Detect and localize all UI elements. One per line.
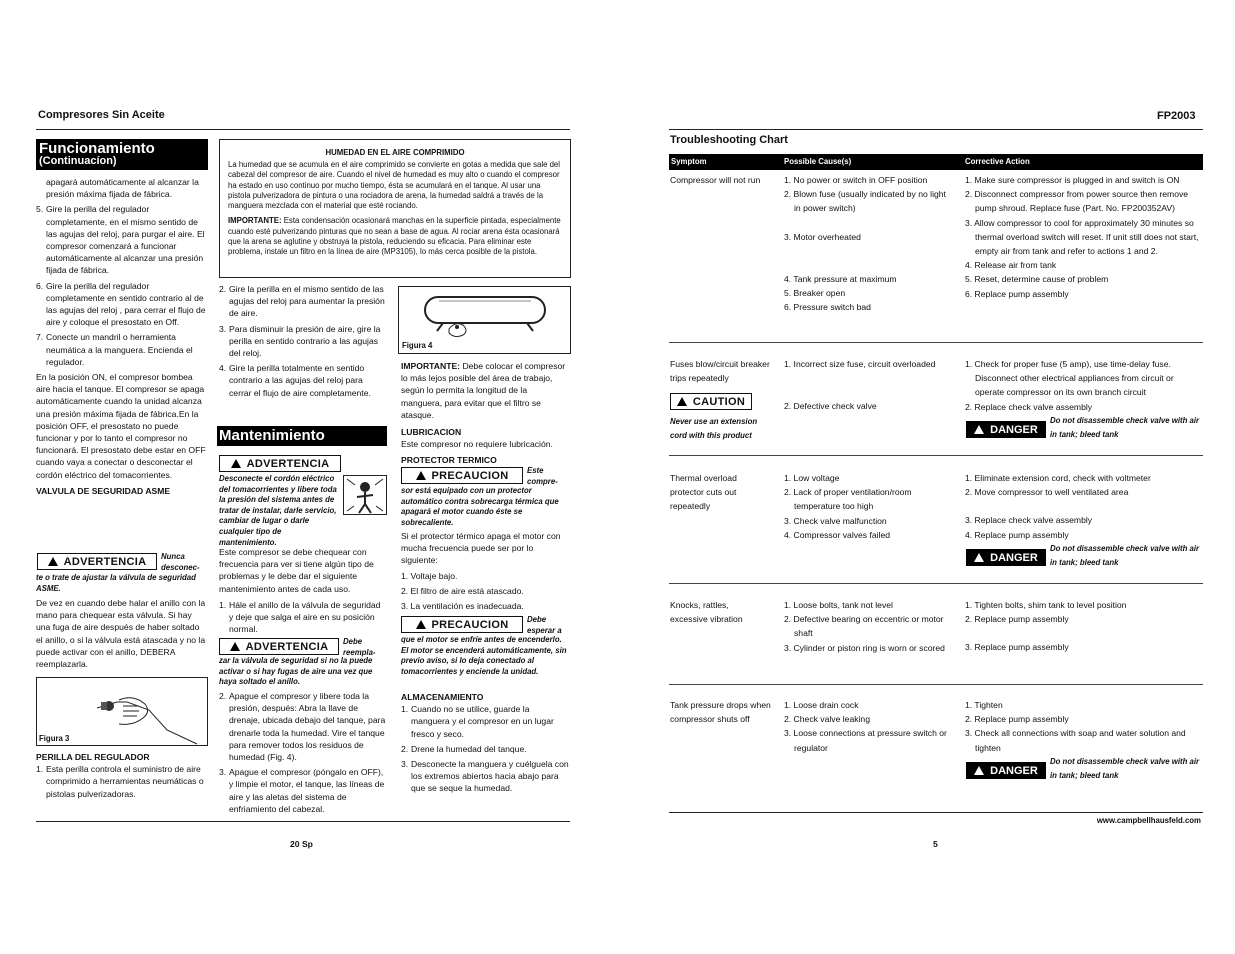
list-item xyxy=(219,283,387,320)
thermal-causes-list xyxy=(401,570,569,613)
cause-item: 3. Motor overheated xyxy=(784,231,861,242)
warning-triangle-icon xyxy=(48,557,58,566)
step-text: Esta perilla controla el suministro de aire comprimido a herramientas neumáticas o pistolas pulverizadoras. xyxy=(46,764,204,799)
caution-label: CAUTION xyxy=(692,395,746,408)
important-paragraph xyxy=(401,360,569,421)
regulator-heading: PERILLA DEL REGULADOR xyxy=(36,752,150,762)
action-item: 2. Disconnect compressor from power source then remove pump shroud. Replace fuse (Part. No. FP200352AV) xyxy=(965,189,1189,214)
step-number: 7. xyxy=(36,332,44,343)
step-text: Apague el compresor y libere toda la presión, después: Abra la llave de drenaje, ubicada debajo del tanque, para drenarle toda la humedad. Vire el tanque para remover todos los residuos de humedad (Fig. 4). xyxy=(229,691,386,763)
actions-cell xyxy=(965,598,1201,655)
left-footer-rule xyxy=(36,821,570,822)
actions-cell xyxy=(965,698,1201,755)
column-header: Corrective Action xyxy=(965,157,1030,166)
cause-item: 1. Incorrect size fuse, circuit overloaded xyxy=(784,359,936,369)
action-item: 1. Tighten bolts, shim tank to level position xyxy=(965,600,1127,610)
step-number: 3. xyxy=(219,323,227,334)
step-text: Hále el anillo de la válvula de seguridad y deje que salga el aire en su posición normal. xyxy=(229,599,381,635)
intro-text: apagará automáticamente al alcanzar la presión máxima fijada de fábrica. xyxy=(46,177,199,200)
right-footer-rule xyxy=(669,812,1203,813)
restart-caution-text: que el motor se enfríe antes de encenderlo. El motor se encenderá automáticamente, sin previo aviso, si lo deja conectado al tomacorrientes y enciende la unidad. xyxy=(401,635,567,676)
cause-item: 2. Defective check valve xyxy=(784,401,877,412)
step-text: Para disminuir la presión de aire, gire la perilla en sentido contrario a las agujas del reloj. xyxy=(229,323,381,359)
section-title-bar xyxy=(36,139,208,170)
caution-text: Never use an extension cord with this product xyxy=(670,417,758,440)
important-text: Debe colocar el compresor lo más lejos posible del área de trabajo, según lo permita la longitud de la manguera, para evitar que el filtro se atasque. xyxy=(401,361,566,420)
electric-shock-icon xyxy=(343,475,387,515)
storage-steps-list xyxy=(401,703,569,794)
humidity-box xyxy=(219,139,571,278)
symptom-cell: Tank pressure drops when compressor shuts off xyxy=(670,700,771,725)
list-item: 1. Voltaje bajo. xyxy=(401,570,458,581)
action-item: 3. Check all connections with soap and water solution and tighten xyxy=(965,728,1186,753)
step-number: 6. xyxy=(36,280,44,291)
row-separator xyxy=(669,684,1203,685)
symptom-cell: Knocks, rattles, excessive vibration xyxy=(670,600,743,625)
list-item xyxy=(36,203,208,276)
humidity-paragraph-1: La humedad que se acumula en el aire comprimido se convierte en gotas a medida que sale del cabezal del compresor de aire. Cuando el nivel de humedad es muy alto o cuando el compresor ha estado en uso continuo por mucho tiempo, ésta se acumulará en el tanque. Al usar una pistola pulverizadora de pintura o una rociadora de arena, la humedad saldrá a través de la manguera mezclada con el material que esté rociando. xyxy=(228,160,561,211)
asme-warning-side: Nunca desconec- xyxy=(161,552,200,572)
column-header: Possible Cause(s) xyxy=(784,157,852,166)
danger-label: DANGER xyxy=(990,551,1038,564)
humidity-title: HUMEDAD EN EL AIRE COMPRIMIDO xyxy=(325,148,465,157)
danger-text: Do not disassemble check valve with air in tank; bleed tank xyxy=(1050,416,1200,439)
cause-item: 2. Lack of proper ventilation/room temperature too high xyxy=(784,487,912,512)
step-number: 1. xyxy=(401,704,409,715)
table-header xyxy=(669,154,1203,170)
causes-cell xyxy=(784,471,954,542)
list-item xyxy=(36,763,208,800)
on-position-paragraph: En la posición ON, el compresor bombea aire hacia el tanque. El compresor se apaga automáticamente cuando la unidad alcanza una presión máxima fijada de fábrica.En la posición OFF, el presostato no puede funcionar y por lo tanto el compresor no funcionará. El presostato debe estar en OFF cuando vaya a conectar o desconectar el cordón eléctrico del tomacorrientes. xyxy=(36,372,206,480)
action-item: 1. Make sure compressor is plugged in and switch is ON xyxy=(965,175,1180,185)
step-number: 2. xyxy=(219,691,227,701)
maintenance-steps-list xyxy=(219,690,387,815)
symptom-cell: Compressor will not run xyxy=(670,175,761,185)
restart-caution-badge xyxy=(401,616,523,633)
list-item xyxy=(219,690,387,763)
step-number: 3. xyxy=(401,759,409,770)
thermal-caution-side: Este compre- xyxy=(527,466,558,486)
cause-item: 1. Low voltage xyxy=(784,473,840,483)
regulator-more-steps-list xyxy=(219,283,387,399)
step-number: 3. xyxy=(219,767,227,778)
step-text: Gire la perilla totalmente en sentido contrario a las agujas del reloj para cerrar el flujo de aire completamente. xyxy=(229,363,371,398)
thermal-caution-text: sor está equipado con un protector automático contra sobrecarga térmica que apagará el motor cuando éste se sobrecaliente. xyxy=(401,486,559,527)
causes-cell xyxy=(784,173,954,314)
maintenance-title: Mantenimiento xyxy=(219,427,325,444)
list-item xyxy=(401,758,569,795)
right-header-rule xyxy=(669,129,1203,130)
cause-item: 3. Cylinder or piston ring is worn or scored xyxy=(784,642,945,653)
list-item xyxy=(219,323,387,360)
op-steps-list xyxy=(36,203,208,368)
danger-badge xyxy=(966,421,1046,438)
step-text: Gire la perilla del regulador completamente en sentido contrario al de las agujas del reloj , para cerrar el flujo de aire y coloque el presostato en Off. xyxy=(46,280,206,328)
row-separator xyxy=(669,342,1203,343)
asme-paragraph: De vez en cuando debe halar el anillo con la mano para chequear esta válvula. Si hay una fuga de aire después de haber soltado el anillo, o si la válvula está atascada y no la puede activar con el anillo, DEBERA reemplazarla. xyxy=(36,598,206,670)
figure-3 xyxy=(36,677,208,746)
lubrication-heading: LUBRICACION xyxy=(401,427,462,438)
valve-warning-side: Debe reempla- xyxy=(343,637,376,657)
important-label: IMPORTANTE: xyxy=(401,361,461,371)
action-item: 1. Check for proper fuse (5 amp), use time-delay fuse. Disconnect other electrical appliances from circuit or operate compressor on its own branch circuit xyxy=(965,359,1174,398)
website-link[interactable]: www.campbellhausfeld.com xyxy=(1096,816,1201,825)
step-text: Drene la humedad del tanque. xyxy=(411,743,527,754)
asme-warning-badge xyxy=(37,553,157,570)
thermal-section xyxy=(401,530,569,615)
danger-label: DANGER xyxy=(990,764,1038,777)
list-item xyxy=(219,599,387,636)
step-number: 2. xyxy=(401,743,409,754)
model-number: FP2003 xyxy=(1157,110,1196,122)
maintenance-section xyxy=(219,546,387,638)
warning-triangle-icon xyxy=(677,397,687,406)
storage-section xyxy=(401,691,569,798)
cause-item: 4. Tank pressure at maximum xyxy=(784,273,897,284)
storage-heading: ALMACENAMIENTO xyxy=(401,692,484,702)
actions-cell xyxy=(965,471,1201,542)
actions-cell xyxy=(965,357,1201,414)
cause-item: 1. No power or switch in OFF position xyxy=(784,175,928,185)
asme-warning-label: ADVERTENCIA xyxy=(63,555,147,568)
valve-warning-text: zar la válvula de seguridad si no la puede activar o si hay fugas de aire una vez que haya soltado el anillo. xyxy=(219,656,373,687)
step-text: Conecte un mandril o herramienta neumática a la manguera. Encienda el regulador. xyxy=(46,332,193,367)
action-item: 4. Release air from tank xyxy=(965,260,1057,271)
thermal-caution-label: PRECAUCION xyxy=(431,469,509,482)
regulator-section xyxy=(36,751,208,803)
humidity-important-text: Esta condensación ocasionará manchas en la superficie pintada, especialmente cuando esté pulverizando pinturas que no sean a base de agua. Al rociar arena ésta ocasionará que la arena se aglutine y obstruya la pistola, reduciendo su eficacia. Para eliminar este problema, instale un filtro en la línea de aire (MP3105), lo más cerca posible de la pistola. xyxy=(228,216,561,257)
danger-badge xyxy=(966,549,1046,566)
cause-item: 2. Defective bearing on eccentric or motor shaft xyxy=(784,614,944,639)
figure-3-caption: Figura 3 xyxy=(39,734,70,743)
action-item: 2. Move compressor to well ventilated area xyxy=(965,487,1129,498)
action-item: 2. Replace check valve assembly xyxy=(965,401,1093,412)
step-number: 1. xyxy=(219,599,227,610)
thermal-paragraph: Si el protector térmico apaga el motor con mucha frecuencia puede ser por lo siguiente: xyxy=(401,531,561,566)
valve-warning-badge xyxy=(219,638,339,655)
maintenance-warning-text: Desconecte el cordón eléctrico del tomacorrientes y libere toda la presión del sistema antes de tratar de instalar, darle servicio, cambiar de lugar o darle cualquier tipo de mantenimiento. xyxy=(219,474,337,547)
danger-badge xyxy=(966,762,1046,779)
warning-triangle-icon xyxy=(230,642,240,651)
step-text: Gire la perilla del regulador completamente, en el mismo sentido de las agujas del reloj, para purgar el aire. El compresor comenzará a funcionar automáticamente al alcanzar una presión fijada de fábrica. xyxy=(46,204,205,276)
cause-item: 3. Loose connections at pressure switch or regulator xyxy=(784,728,947,753)
action-item: 2. Replace pump assembly xyxy=(965,614,1069,625)
causes-cell xyxy=(784,698,954,755)
symptom-cell: Fuses blow/circuit breaker trips repeatedly xyxy=(670,359,770,384)
warning-triangle-icon xyxy=(416,471,426,480)
step-number: 4. xyxy=(219,363,227,374)
warning-triangle-icon xyxy=(974,553,984,562)
warning-triangle-icon xyxy=(974,766,984,775)
col2-steps xyxy=(219,283,387,402)
action-item: 4. Replace pump assembly xyxy=(965,529,1069,540)
danger-text: Do not disassemble check valve with air in tank; bleed tank xyxy=(1050,757,1200,780)
causes-cell xyxy=(784,598,954,655)
asme-warning-text: te o trate de ajustar la válvula de seguridad ASME. xyxy=(36,573,196,593)
cause-item: 5. Breaker open xyxy=(784,288,846,299)
restart-caution-side: Debe esperar a xyxy=(527,615,562,635)
action-item: 3. Replace pump assembly xyxy=(965,642,1069,653)
valve-warning-label: ADVERTENCIA xyxy=(245,640,329,653)
warning-triangle-icon xyxy=(416,620,426,629)
humidity-paragraph-2 xyxy=(220,211,570,257)
cause-item: 3. Check valve malfunction xyxy=(784,515,887,526)
left-page-number: 20 Sp xyxy=(290,839,313,849)
list-item xyxy=(36,331,208,368)
actions-cell xyxy=(965,173,1201,301)
cause-item: 1. Loose drain cock xyxy=(784,700,859,710)
maintenance-steps xyxy=(219,690,387,818)
figure-4 xyxy=(398,286,571,354)
step-number: 1. xyxy=(36,764,44,775)
col1-text xyxy=(36,176,208,497)
regulator-steps-list xyxy=(36,763,208,800)
maintenance-step-1-list xyxy=(219,599,387,636)
section-title: Funcionamiento xyxy=(39,140,155,157)
list-item xyxy=(36,280,208,329)
danger-label: DANGER xyxy=(990,423,1038,436)
step-number: 5. xyxy=(36,204,44,215)
figure-4-caption: Figura 4 xyxy=(402,341,433,350)
step-number: 2. xyxy=(219,284,227,294)
warning-triangle-icon xyxy=(231,459,241,468)
warning-triangle-icon xyxy=(974,425,984,434)
action-item: 3. Allow compressor to cool for approximately 30 minutes so thermal overload switch will reset. If unit still does not start, empty air from tank and refer to actions 1 and 2. xyxy=(965,217,1199,257)
lubrication-text: Este compresor no requiere lubricación. xyxy=(401,439,553,450)
col3-text xyxy=(401,360,569,467)
cause-item: 2. Blown fuse (usually indicated by no light in power switch) xyxy=(784,189,946,214)
maintenance-title-bar xyxy=(217,426,387,446)
thermal-heading: PROTECTOR TERMICO xyxy=(401,455,497,466)
humidity-important-label: IMPORTANTE: xyxy=(228,216,282,226)
left-header-rule xyxy=(36,129,570,130)
right-page-number: 5 xyxy=(933,839,938,849)
column-header: Symptom xyxy=(671,157,707,166)
section-subtitle: (Continuacíon) xyxy=(39,155,117,167)
action-item: 6. Replace pump assembly xyxy=(965,288,1069,299)
step-text: Desconecte la manguera y cuélguela con los extremos abiertos hacia abajo para que se seque la humedad. xyxy=(411,759,569,794)
cause-item: 2. Check valve leaking xyxy=(784,714,870,725)
action-item: 3. Replace check valve assembly xyxy=(965,515,1093,526)
chart-title: Troubleshooting Chart xyxy=(670,134,788,146)
maintenance-paragraph: Este compresor se debe chequear con frecuencia para ver si tiene algún tipo de problemas y le debe dar el siguiente mantenimiento antes de cada uso. xyxy=(219,547,374,594)
list-item xyxy=(401,703,569,740)
list-item: 3. La ventilación es inadecuada. xyxy=(401,601,524,612)
maintenance-warning-label: ADVERTENCIA xyxy=(246,457,330,470)
cause-item: 6. Pressure switch bad xyxy=(784,302,871,313)
step-text: Gire la perilla en el mismo sentido de las agujas del reloj para aumentar la presión de aire. xyxy=(229,284,385,319)
maintenance-warning-badge xyxy=(219,455,341,472)
action-item: 2. Replace pump assembly xyxy=(965,714,1069,725)
step-text: Apague el compresor (póngalo en OFF), y limpie el motor, el tanque, las líneas de aire y las aletas del sistema de enfriamiento del cabezal. xyxy=(229,767,385,814)
cause-item: 4. Compressor valves failed xyxy=(784,529,891,540)
restart-caution-label: PRECAUCION xyxy=(431,618,509,631)
thermal-caution-badge xyxy=(401,467,523,484)
list-item: 2. El filtro de aire está atascado. xyxy=(401,585,524,596)
action-item: 1. Eliminate extension cord, check with voltmeter xyxy=(965,473,1151,483)
list-item xyxy=(219,766,387,815)
row-separator xyxy=(669,455,1203,456)
step-text: Cuando no se utilice, guarde la manguera y el compresor en un lugar fresco y seco. xyxy=(411,704,554,739)
list-item xyxy=(219,362,387,399)
caution-badge xyxy=(670,393,752,410)
left-header-title: Compresores Sin Aceite xyxy=(38,109,165,121)
action-item: 5. Reset, determine cause of problem xyxy=(965,274,1109,285)
symptom-cell: Thermal overload protector cuts out repeatedly xyxy=(670,473,737,512)
cause-item: 1. Loose bolts, tank not level xyxy=(784,600,893,610)
row-separator xyxy=(669,583,1203,584)
action-item: 1. Tighten xyxy=(965,700,1003,710)
danger-text: Do not disassemble check valve with air in tank; bleed tank xyxy=(1050,544,1200,567)
asme-heading: VALVULA DE SEGURIDAD ASME xyxy=(36,485,171,496)
causes-cell xyxy=(784,357,954,413)
list-item xyxy=(401,743,569,755)
